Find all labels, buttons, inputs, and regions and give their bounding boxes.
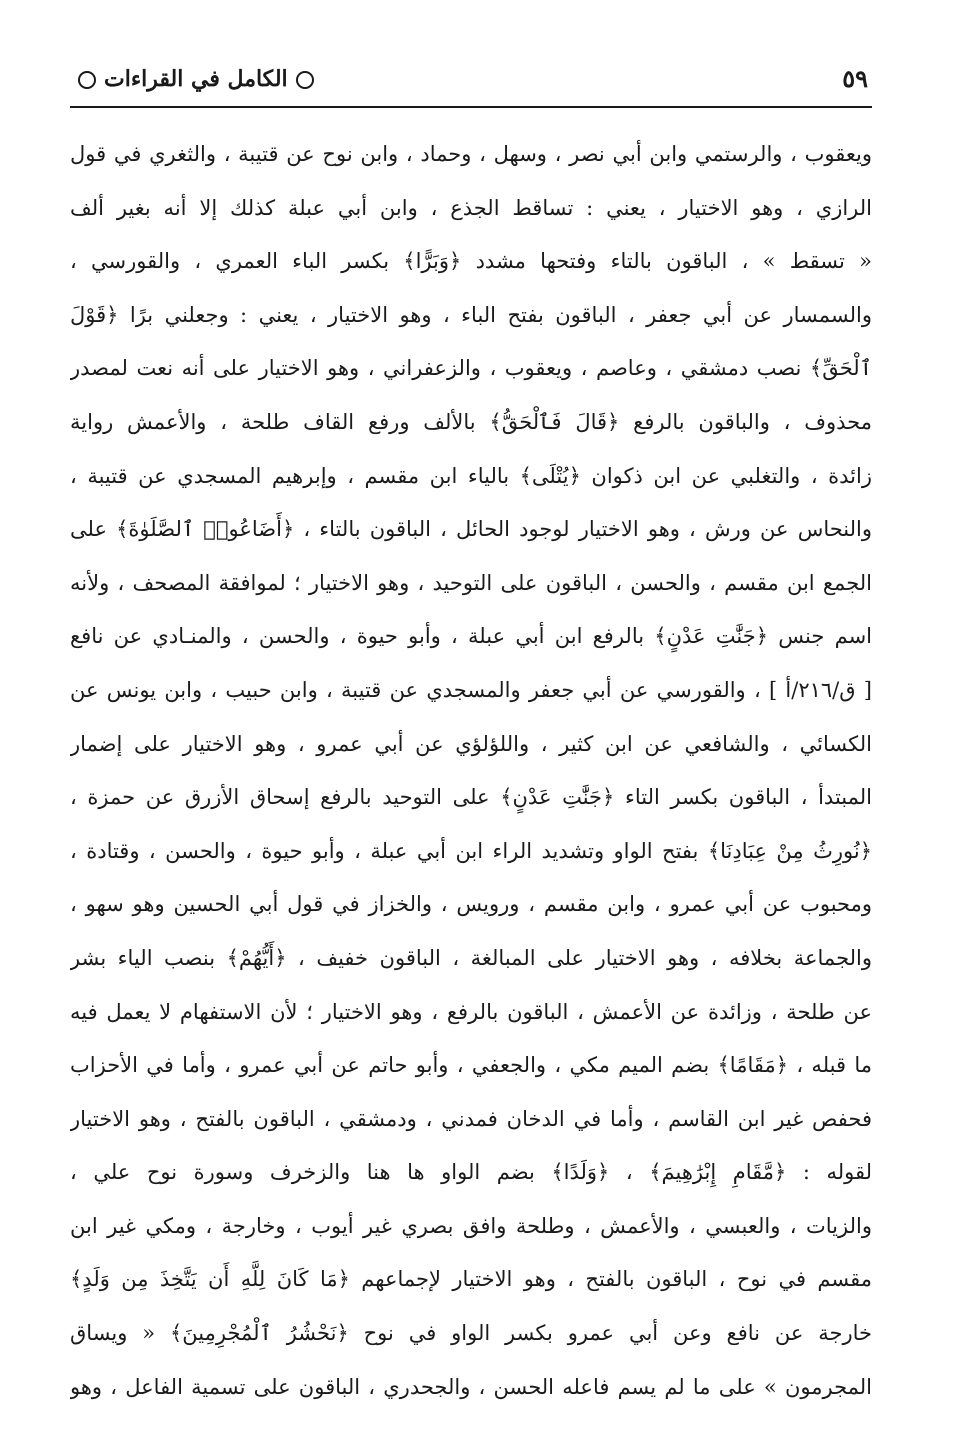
header-divider: [70, 106, 872, 108]
text-line: المجرمون » على ما لم يسم فاعله الحسن ، والجحدري ، الباقون على تسمية الفاعل ، وهو: [70, 1374, 872, 1399]
text-line: خارجة عن نافع وعن أبي عمرو بكسر الواو في نوح ﴿نَحْشُرُ ٱلْمُجْرِمِينَ﴾ « ويساق: [70, 1321, 872, 1346]
text-line: [ ق/٢١٦/أ ] ، والقورسي عن أبي جعفر والمسجدي عن قتيبة ، وابن حبيب ، وابن يونس عن: [70, 677, 872, 702]
text-line: ويعقوب ، والرستمي وابن أبي نصر ، وسهل ، وحماد ، وابن نوح عن قتيبة ، والثغري في قول: [70, 142, 872, 166]
text-line: ﴿نُورِثُ مِنْ عِبَادِنَا﴾ بفتح الواو وتشديد الراء ابن أبي عبلة ، وأبو حيوة ، والحسن ، وقتادة ،: [70, 838, 872, 863]
text-line: والزيات ، والعبسي ، والأعمش ، وطلحة وافق بصري غير أيوب ، وخارجة ، ومكي غير ابن: [70, 1213, 872, 1238]
text-line: المبتدأ ، الباقون بكسر التاء ﴿جَنَّٰتِ عَدْنٍ﴾ على التوحيد بالرفع إسحاق الأزرق عن حمزة ،: [70, 785, 872, 810]
text-line: اسم جنس ﴿جَنَّٰتِ عَدْنٍ﴾ بالرفع ابن أبي عبلة ، وأبو حيوة ، والحسن ، والمنـادي عن نافع: [70, 624, 872, 649]
book-title: [70, 66, 322, 92]
text-line: زائدة ، والتغلبي عن ابن ذكوان ﴿يُتْلَى﴾ بالياء ابن مقسم ، وإبرهيم المسجدي عن قتيبة ،: [70, 463, 872, 488]
text-line: لقوله : ﴿مَّقَامِ إِبْرَٰهِيمَ﴾ ، ﴿وَلَدًا﴾ بضم الواو ها هنا والزخرف وسورة نوح علي ،: [70, 1160, 872, 1185]
page-body: [70, 128, 872, 1414]
text-line: « تسقط » ، الباقون بالتاء وفتحها مشدد ﴿وَبَرًّا﴾ بكسر الباء العمري ، والقورسي ،: [70, 249, 872, 274]
page-number: ٥٩: [842, 64, 868, 93]
text-line: الجمع ابن مقسم ، والحسن ، الباقون على التوحيد ، وهو الاختيار ؛ لموافقة المصحف ، ولأنه: [70, 570, 872, 595]
text-line: والجماعة بخلافه ، وهو الاختيار على المبالغة ، الباقون خفيف ، ﴿أَيُّهُمْ﴾ بنصب الياء بشر: [70, 945, 872, 970]
text-line: عن طلحة ، وزائدة عن الأعمش ، الباقون بالرفع ، وهو الاختيار ؛ لأن الاستفهام لا يعمل فيه: [70, 999, 872, 1024]
text-line: مقسم في نوح ، الباقون بالفتح ، وهو الاختيار لإجماعهم ﴿مَا كَانَ لِلَّهِ أَن يَتَّخِذَ مِن وَلَدٍ﴾: [70, 1267, 872, 1292]
text-line: ٱلْحَقِّ﴾ نصب دمشقي ، وعاصم ، ويعقوب ، والزعفراني ، وهو الاختيار على أنه نعت لمصدر: [70, 356, 872, 381]
text-line: ومحبوب عن أبي عمرو ، وابن مقسم ، ورويس ، والخزاز في قول أبي الحسين وهو سهو ،: [70, 892, 872, 917]
text-line: الكسائي ، والشافعي عن ابن كثير ، واللؤلؤي عن أبي عمرو ، وهو الاختيار على إضمار: [70, 731, 872, 756]
text-line: والسمسار عن أبي جعفر ، الباقون بفتح الباء ، وهو الاختيار ، يعني : وجعلني برًا ﴿قَوْلَ: [70, 302, 872, 327]
text-line: محذوف ، والباقون بالرفع ﴿قَالَ فَٱلْحَقُّ﴾ بالألف ورفع القاف طلحة ، والأعمش رواية: [70, 409, 872, 434]
text-line: والنحاس عن ورش ، وهو الاختيار لوجود الحائل ، الباقون بالتاء ، ﴿أَضَاعُوا۟ ٱلصَّلَوٰةَ﴾ على: [70, 517, 872, 542]
text-line: ما قبله ، ﴿مَقَامًا﴾ بضم الميم مكي ، والجعفي ، وأبو حاتم عن أبي عمرو ، وأما في الأحزاب: [70, 1053, 872, 1078]
book-title-text: الكامل في القراءات: [104, 66, 288, 92]
running-header: [70, 62, 868, 102]
ring-ornament-icon: [296, 71, 314, 89]
ring-ornament-icon: [78, 71, 96, 89]
text-line: الرازي ، وهو الاختيار ، يعني : تساقط الجذع ، وابن أبي عبلة كذلك إلا أنه بغير ألف: [70, 195, 872, 220]
text-line: فحفص غير ابن القاسم ، وأما في الدخان فمدني ، ودمشقي ، الباقون بالفتح ، وهو الاختيار: [70, 1106, 872, 1131]
